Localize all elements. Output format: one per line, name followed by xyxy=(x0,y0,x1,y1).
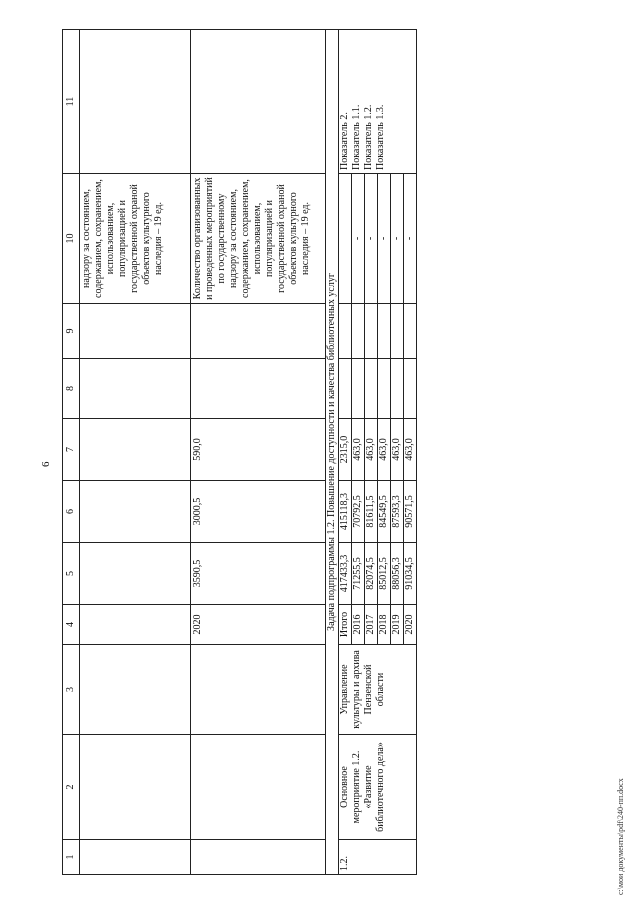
header-cell: 3 xyxy=(63,645,80,735)
page-number: 6 xyxy=(40,461,52,467)
measure-name: Основное мероприятие 1.2. «Развитие библиотечного дела» xyxy=(339,735,417,840)
header-cell: 10 xyxy=(63,174,80,304)
amount-federal: 463,0 xyxy=(378,419,391,481)
year-cell: 2019 xyxy=(391,605,404,645)
amount-total: 85012,5 xyxy=(378,543,391,605)
year-cell: Итого xyxy=(339,605,352,645)
indicator-item: Показатель 2. xyxy=(339,112,350,170)
year-2020-row xyxy=(191,30,326,875)
header-cell: 5 xyxy=(63,543,80,605)
indicator-value: - xyxy=(404,174,417,304)
amount-regional: 81611,5 xyxy=(365,481,378,543)
amount-regional: 84549,5 xyxy=(378,481,391,543)
header-cell: 1 xyxy=(63,840,80,875)
amount-total: 91034,5 xyxy=(404,543,417,605)
measure-row xyxy=(339,30,352,875)
indicator-item: Показатель 1.1. xyxy=(351,104,362,170)
header-cell: 9 xyxy=(63,304,80,359)
year-cell: 2020 xyxy=(191,605,326,645)
amount-federal: 590,0 xyxy=(191,419,326,481)
amount-federal: 463,0 xyxy=(404,419,417,481)
indicator-value xyxy=(339,174,352,304)
header-cell: 8 xyxy=(63,359,80,419)
amount-regional: 3000,5 xyxy=(191,481,326,543)
header-cell: 2 xyxy=(63,735,80,840)
amount-total: 71255,5 xyxy=(352,543,365,605)
amount-regional: 70792,5 xyxy=(352,481,365,543)
year-cell: 2020 xyxy=(404,605,417,645)
header-cell: 6 xyxy=(63,481,80,543)
indicator-item: Показатель 1.2. xyxy=(363,104,374,170)
amount-regional: 415118,3 xyxy=(339,481,352,543)
amount-federal: 463,0 xyxy=(391,419,404,481)
amount-total: 88056,3 xyxy=(391,543,404,605)
continuation-row xyxy=(80,30,191,875)
header-cell: 7 xyxy=(63,419,80,481)
indicator-text: надзору за состоянием, содержанием, сохранением, использованием, популяризацией и государственной охраной объектов культурного наследия – 19 ед. xyxy=(80,174,191,304)
amount-total: 3590,5 xyxy=(191,543,326,605)
header-cell: 11 xyxy=(63,30,80,174)
amount-federal: 463,0 xyxy=(352,419,365,481)
amount-federal: 463,0 xyxy=(365,419,378,481)
file-path: c:\мои документы\pdf\240-пп.docx xyxy=(616,778,625,895)
header-cell: 4 xyxy=(63,605,80,645)
task-row xyxy=(326,30,339,875)
indicator-value: - xyxy=(365,174,378,304)
header-row xyxy=(63,30,80,875)
indicator-text: Количество организованных и проведенных мероприятий по государственному надзору за состоянием, содержанием, сохранением, использованием, популяризацией и государственной охраной объектов культурного наследия – 19 ед. xyxy=(191,174,326,304)
measure-number: 1.2. xyxy=(339,840,417,875)
indicator-value: - xyxy=(391,174,404,304)
indicator-value: - xyxy=(352,174,365,304)
amount-regional: 90571,5 xyxy=(404,481,417,543)
year-cell: 2018 xyxy=(378,605,391,645)
amount-total: 82074,5 xyxy=(365,543,378,605)
task-title: Задача подпрограммы 1.2. Повышение доступности и качества библиотечных услуг xyxy=(326,30,339,875)
amount-federal: 2315,0 xyxy=(339,419,352,481)
indicator-value: - xyxy=(378,174,391,304)
indicator-item: Показатель 1.3. xyxy=(375,104,386,170)
year-cell: 2017 xyxy=(365,605,378,645)
amount-regional: 87593,3 xyxy=(391,481,404,543)
indicator-list xyxy=(339,30,417,174)
program-table xyxy=(62,29,417,875)
year-cell: 2016 xyxy=(352,605,365,645)
measure-executor: Управление культуры и архива Пензенской области xyxy=(339,645,417,735)
amount-total: 417433,3 xyxy=(339,543,352,605)
